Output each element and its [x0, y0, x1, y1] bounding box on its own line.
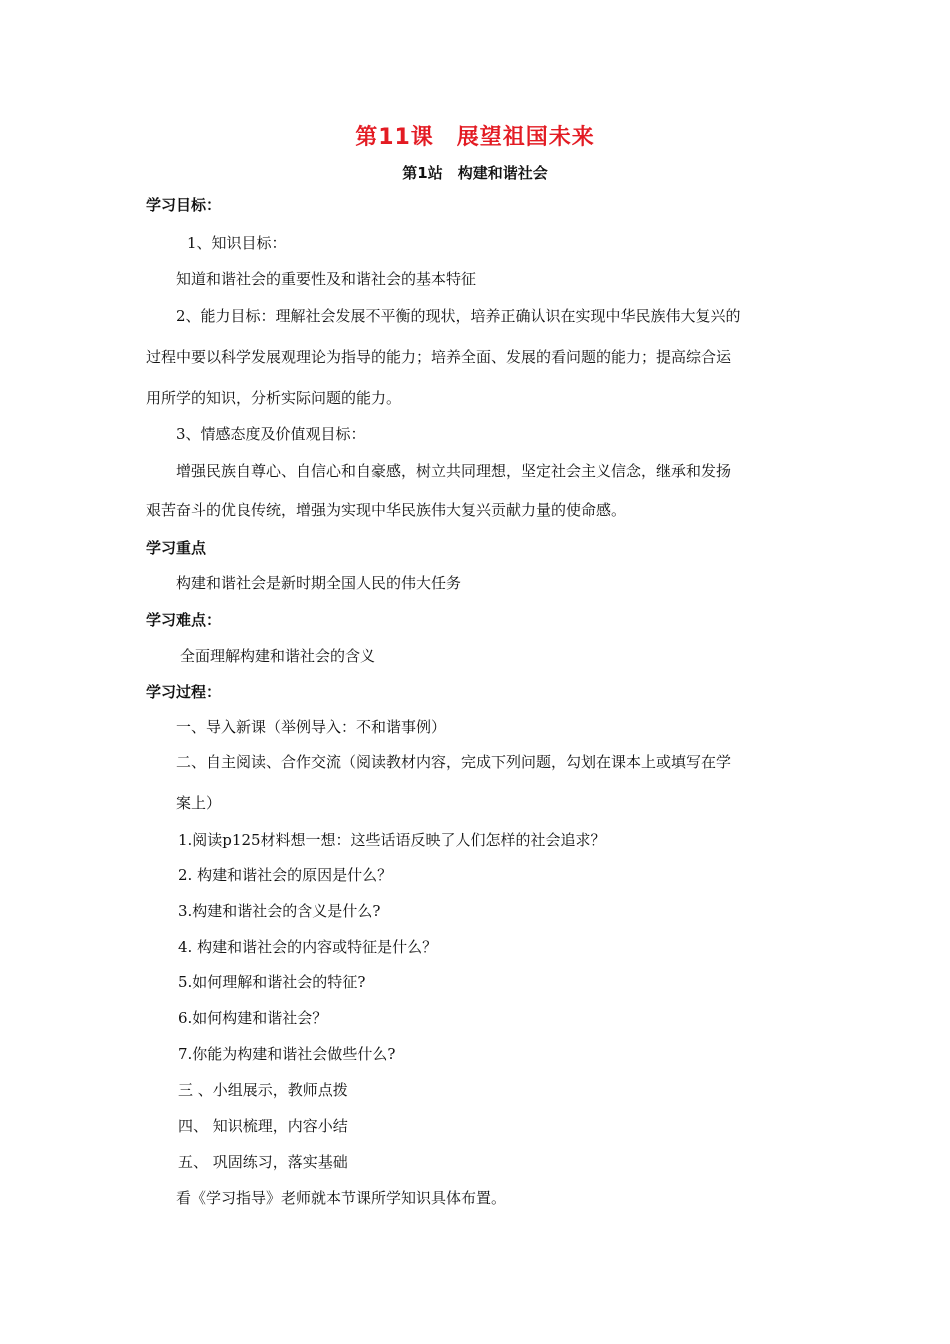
emotion-label: 3、情感态度及价值观目标： [176, 425, 366, 443]
question-1: 1.阅读p125材料想一想：这些话语反映了人们怎样的社会追求？ [178, 831, 606, 849]
process-step-2-line-1: 二、自主阅读、合作交流（阅读教材内容，完成下列问题，勾划在课本上或填写在学 [176, 753, 732, 771]
objectives-heading: 学习目标： [146, 196, 222, 214]
process-final: 看《学习指导》老师就本节课所学知识具体布置。 [176, 1189, 507, 1207]
ability-line-3: 用所学的知识，分析实际问题的能力。 [146, 389, 402, 407]
difficulty-heading: 学习难点： [146, 611, 222, 629]
knowledge-text: 知道和谐社会的重要性及和谐社会的基本特征 [176, 270, 477, 288]
emotion-line-1: 增强民族自尊心、自信心和自豪感，树立共同理想，坚定社会主义信念，继承和发扬 [176, 462, 732, 480]
question-3: 3.构建和谐社会的含义是什么? [178, 902, 381, 920]
question-5: 5.如何理解和谐社会的特征? [178, 973, 366, 991]
emotion-line-2: 艰苦奋斗的优良传统，增强为实现中华民族伟大复兴贡献力量的使命感。 [146, 501, 627, 519]
key-point-text: 构建和谐社会是新时期全国人民的伟大任务 [176, 574, 462, 592]
ability-line-2: 过程中要以科学发展观理论为指导的能力；培养全面、发展的看问题的能力；提高综合运 [146, 348, 732, 366]
question-6: 6.如何构建和谐社会？ [178, 1009, 328, 1027]
knowledge-label: 1、知识目标： [187, 234, 287, 252]
process-step-4: 四、 知识梳理，内容小结 [178, 1117, 348, 1135]
process-step-2-line-2: 案上） [176, 794, 222, 812]
process-step-3: 三 、小组展示，教师点拨 [178, 1081, 348, 1099]
question-2: 2. 构建和谐社会的原因是什么？ [178, 866, 393, 884]
process-step-1: 一、导入新课（举例导入：不和谐事例） [176, 718, 447, 736]
question-4: 4. 构建和谐社会的内容或特征是什么？ [178, 938, 438, 956]
question-7: 7.你能为构建和谐社会做些什么? [178, 1045, 396, 1063]
page-title: 第11课 展望祖国未来 [355, 125, 595, 150]
key-point-heading: 学习重点 [146, 539, 207, 557]
process-heading: 学习过程： [146, 683, 222, 701]
ability-line-1: 2、能力目标：理解社会发展不平衡的现状，培养正确认识在实现中华民族伟大复兴的 [176, 307, 741, 325]
process-step-5: 五、 巩固练习，落实基础 [178, 1153, 348, 1171]
page-subtitle: 第1站 构建和谐社会 [402, 164, 548, 182]
difficulty-text: 全面理解构建和谐社会的含义 [180, 647, 376, 665]
